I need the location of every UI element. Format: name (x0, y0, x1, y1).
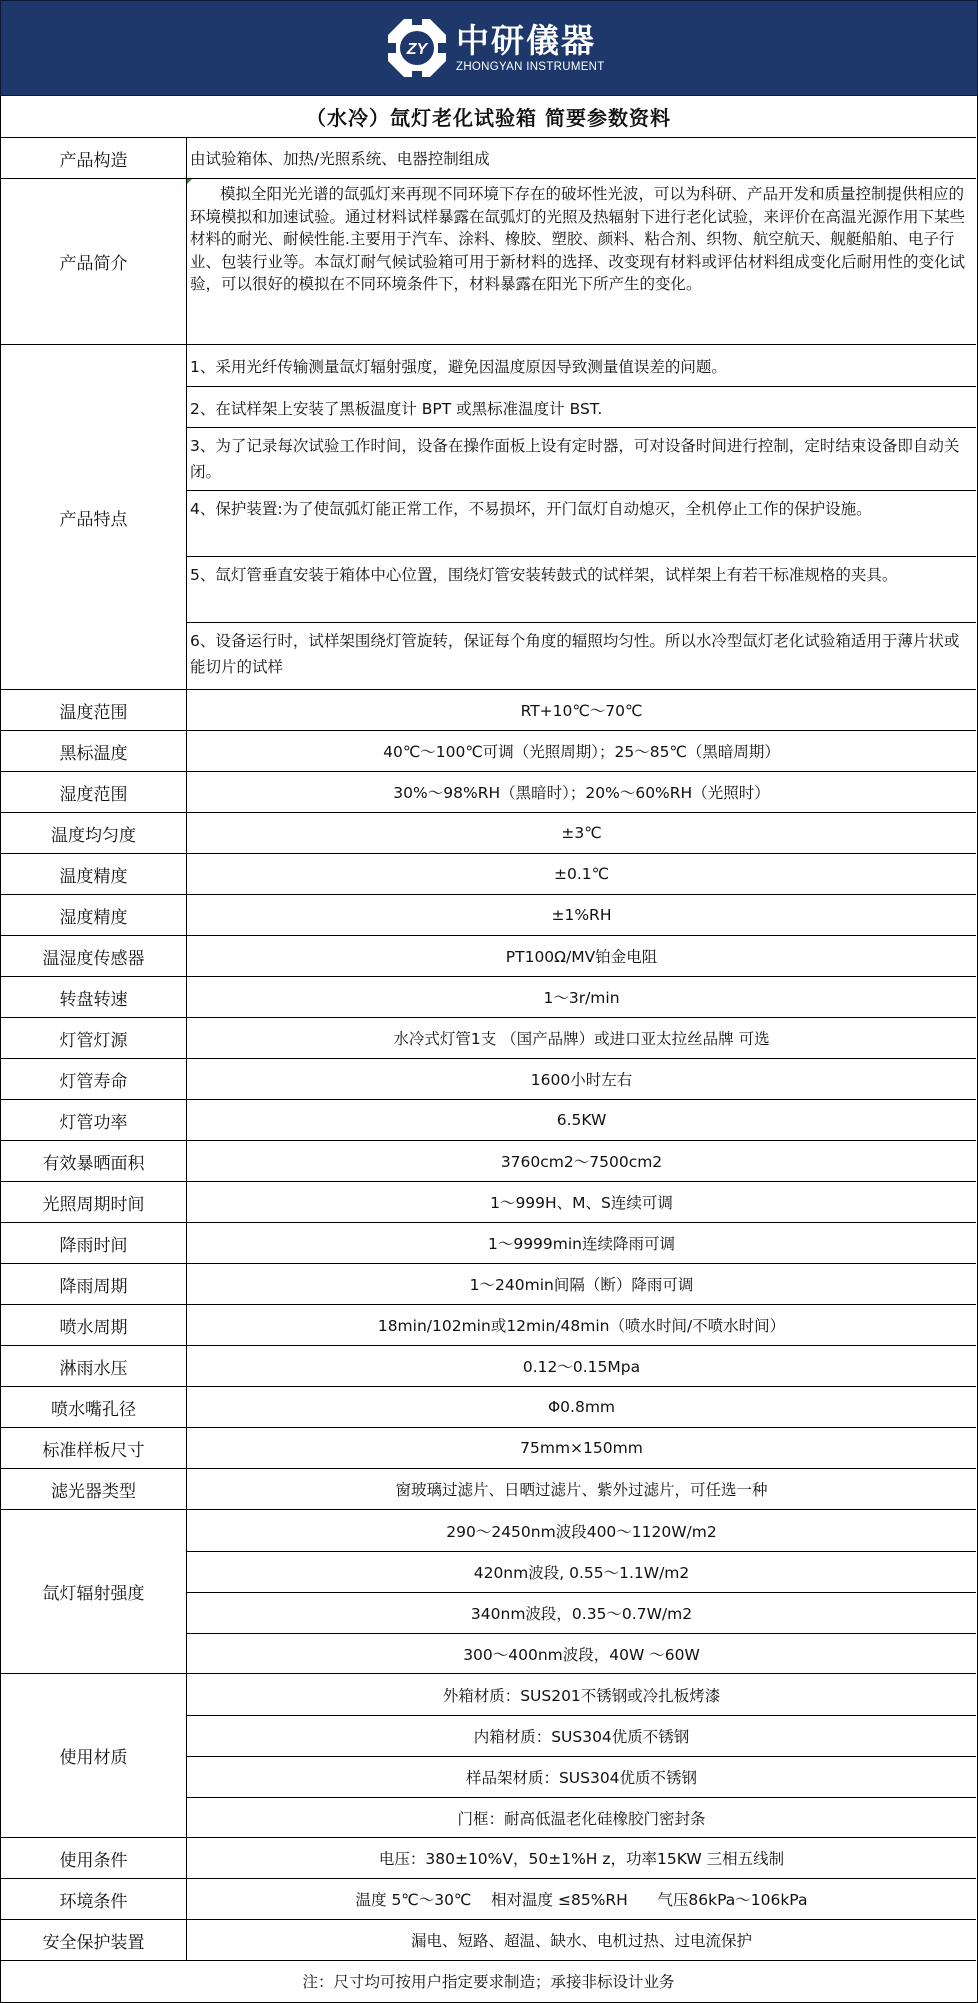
table-row-spec (1, 1304, 976, 1345)
table-row-spec (1, 1099, 976, 1140)
brand-logo (386, 16, 605, 80)
footer-note: 注：尺寸均可按用户指定要求制造；承接非标设计业务 (1, 1960, 976, 2001)
row-label: 滤光器类型 (1, 1469, 187, 1509)
irradiance-item: 340nm波段，0.35～0.7W/m2 (187, 1592, 976, 1633)
table-row-environment (1, 1878, 976, 1919)
row-value: 75mm×150mm (520, 1439, 643, 1457)
row-label: 湿度精度 (1, 895, 187, 935)
row-label: 降雨时间 (1, 1223, 187, 1263)
table-row-spec (1, 1263, 976, 1304)
row-value: 水冷式灯管1支 （国产品牌）或进口亚太拉丝品牌 可选 (393, 1030, 770, 1048)
row-label: 氙灯辐射强度 (1, 1510, 187, 1673)
irradiance-list (187, 1510, 976, 1673)
row-label: 温度均匀度 (1, 813, 187, 853)
row-value: Φ0.8mm (547, 1398, 616, 1416)
row-label: 喷水嘴孔径 (1, 1387, 187, 1427)
row-value: ±0.1℃ (553, 865, 610, 883)
row-value: 漏电、短路、超温、缺水、电机过热、过电流保护 (410, 1932, 752, 1950)
row-value: 电压：380±10%V，50±1%H z，功率15KW 三相五线制 (378, 1850, 785, 1868)
row-label: 黑标温度 (1, 731, 187, 771)
row-label: 淋雨水压 (1, 1346, 187, 1386)
row-value: ±1%RH (551, 906, 612, 924)
row-value: 1～240min间隔（断）降雨可调 (469, 1276, 694, 1294)
irradiance-item: 300～400nm波段，40W ～60W (187, 1633, 976, 1674)
row-value: 窗玻璃过滤片、日晒过滤片、紫外过滤片，可任选一种 (395, 1481, 768, 1499)
feature-item: 1、采用光纤传输测量氙灯辐射强度，避免因温度原因导致测量值误差的问题。 (190, 358, 727, 376)
row-label: 灯管功率 (1, 1100, 187, 1140)
table-row-spec (1, 812, 976, 853)
row-label: 喷水周期 (1, 1305, 187, 1345)
row-label: 转盘转速 (1, 977, 187, 1017)
materials-list (187, 1674, 976, 1837)
table-row-irradiance (1, 1509, 976, 1673)
intro-text: 模拟全阳光光谱的氙弧灯来再现不同环境下存在的破坏性光波，可以为科研、产品开发和质量控制提供相应的环境模拟和加速试验。通过材料试样暴露在氙弧灯的光照及热辐射下进行老化试验，来评价在高温光源作用下某些材料的耐光、耐候性能.主要用于汽车、涂料、橡胶、塑胶、颜料、粘合剂、织物、航空航天、舰艇船舶、电子行业、包装行业等。本氙灯耐气候试验箱可用于新材料的选择、改变现有材料或评估材料组成变化后耐用性的变化试验，可以很好的模拟在不同环境条件下，材料暴露在阳光下所产生的变化。 (190, 185, 966, 294)
row-value: ±3℃ (561, 824, 602, 842)
intro-paragraph (187, 179, 976, 344)
row-value: 1～999H、M、S连续可调 (490, 1194, 673, 1212)
table-row-construction (1, 137, 976, 178)
row-value: 温度 5℃～30℃ 相对温度 ≤85%RH 气压86kPa～106kPa (355, 1891, 808, 1909)
row-label: 光照周期时间 (1, 1182, 187, 1222)
table-row-spec (1, 730, 976, 771)
material-item: 外箱材质：SUS201不锈钢或冷扎板烤漆 (442, 1686, 721, 1705)
table-row-spec (1, 1345, 976, 1386)
row-label: 温度范围 (1, 690, 187, 730)
table-row-spec (1, 853, 976, 894)
table-row-spec (1, 771, 976, 812)
row-label: 降雨周期 (1, 1264, 187, 1304)
material-item: 门框：耐高低温老化硅橡胶门密封条 (187, 1797, 976, 1838)
row-label: 灯管寿命 (1, 1059, 187, 1099)
row-label: 环境条件 (1, 1879, 187, 1919)
row-value: RT+10℃～70℃ (520, 702, 643, 720)
table-row-spec (1, 1386, 976, 1427)
table-row-spec (1, 1222, 976, 1263)
table-row-spec (1, 935, 976, 976)
row-value: 1600小时左右 (530, 1071, 633, 1089)
zy-logo-icon (386, 17, 448, 79)
header-banner (0, 0, 978, 96)
table-row-spec (1, 1181, 976, 1222)
row-label: 湿度范围 (1, 772, 187, 812)
row-value: 0.12～0.15Mpa (522, 1358, 641, 1376)
row-label: 温湿度传感器 (1, 936, 187, 976)
row-label: 产品简介 (1, 179, 187, 344)
table-row-intro (1, 178, 976, 344)
row-label: 有效暴晒面积 (1, 1141, 187, 1181)
material-item: 内箱材质：SUS304优质不锈钢 (187, 1715, 976, 1756)
row-value: 30%～98%RH（黑暗时）；20%～60%RH（光照时） (393, 784, 770, 802)
features-list (187, 345, 976, 689)
row-label: 标准样板尺寸 (1, 1428, 187, 1468)
row-label: 灯管灯源 (1, 1018, 187, 1058)
table-row-spec (1, 894, 976, 935)
feature-item: 2、在试样架上安装了黑板温度计 BPT 或黑标准温度计 BST. (187, 386, 976, 427)
row-value: 由试验箱体、加热/光照系统、电器控制组成 (190, 150, 490, 168)
row-value: PT100Ω/MV铂金电阻 (505, 948, 658, 966)
table-row-spec (1, 1058, 976, 1099)
feature-item: 5、氙灯管垂直安装于箱体中心位置，围绕灯管安装转鼓式的试样架，试样架上有若干标准规格的夹具。 (187, 556, 976, 622)
row-label: 产品构造 (1, 138, 187, 178)
row-value: 1～9999min连续降雨可调 (487, 1235, 676, 1253)
table-row-safety (1, 1919, 976, 1960)
feature-item: 3、为了记录每次试验工作时间，设备在操作面板上设有定时器，可对设备时间进行控制，定时结束设备即自动关闭。 (187, 427, 976, 490)
row-value: 6.5KW (556, 1111, 607, 1129)
table-row-spec (1, 689, 976, 730)
table-row-features (1, 344, 976, 689)
table-row-spec (1, 976, 976, 1017)
table-row-spec (1, 1140, 976, 1181)
irradiance-item: 290～2450nm波段400～1120W/m2 (446, 1522, 717, 1541)
svg-text:ZY: ZY (406, 41, 428, 58)
row-label: 安全保护装置 (1, 1920, 187, 1960)
table-row-usage-conditions (1, 1837, 976, 1878)
row-label: 使用条件 (1, 1838, 187, 1878)
row-label: 产品特点 (1, 345, 187, 689)
material-item: 样品架材质：SUS304优质不锈钢 (187, 1756, 976, 1797)
table-row-spec (1, 1468, 976, 1509)
row-label: 使用材质 (1, 1674, 187, 1837)
row-value: 1～3r/min (543, 989, 620, 1007)
feature-item: 6、设备运行时，试样架围绕灯管旋转，保证每个角度的辐照均匀性。所以水冷型氙灯老化试验箱适用于薄片状或能切片的试样 (187, 622, 976, 690)
table-row-spec (1, 1017, 976, 1058)
document-title: （水冷）氙灯老化试验箱 简要参数资料 (306, 106, 671, 130)
row-value: 40℃～100℃可调（光照周期）；25～85℃（黑暗周期） (383, 743, 780, 761)
feature-item: 4、保护装置:为了使氙弧灯能正常工作，不易损坏，开门氙灯自动熄灭，全机停止工作的保护设施。 (187, 490, 976, 556)
spec-table (0, 96, 978, 2003)
row-label: 温度精度 (1, 854, 187, 894)
irradiance-item: 420nm波段, 0.55～1.1W/m2 (187, 1551, 976, 1592)
table-row-spec (1, 1427, 976, 1468)
row-value: 3760cm2～7500cm2 (500, 1153, 663, 1171)
table-row-materials (1, 1673, 976, 1837)
brand-name-en: ZHONGYAN INSTRUMENT (456, 61, 605, 73)
brand-name-cn: 中研儀器 (456, 21, 596, 60)
row-value: 18min/102min或12min/48min（喷水时间/不喷水时间） (377, 1317, 786, 1335)
